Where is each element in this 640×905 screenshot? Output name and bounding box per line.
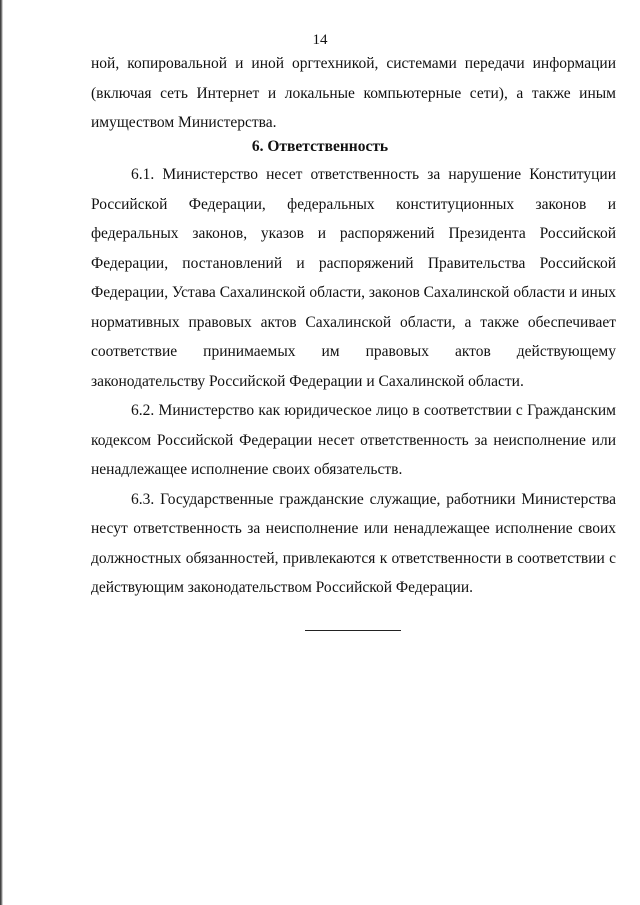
section-heading: 6. Ответственность [251, 138, 389, 155]
section-body [91, 160, 616, 603]
continuation-text: ной, копировальной и иной оргтехникой, системами передачи информации (включая сеть Интернет и локальные компьютерные сети), а также иным имуществом Министерства. [91, 55, 616, 131]
page-number: 14 [312, 32, 328, 48]
paragraph-6-2: 6.2. Министерство как юридическое лицо в соответствии с Гражданским кодексом Российской Федерации несет ответственность за неисполнение или ненадлежащее исполнение своих обязательств. [91, 402, 616, 478]
end-divider-line [305, 630, 401, 631]
paragraph-6-1: 6.1. Министерство несет ответственность за нарушение Конституции Российской Федерации, федеральных конституционных законов и федеральных законов, указов и распоряжений Президента Российской Федерации, постановлений и распоряжений Правительства Российской Федерации, Устава Сахалинской области, законов Сахалинской области и иных нормативных правовых актов Сахалинской области, а также обеспечивает соответствие принимаемых им правовых актов действующему законодательству Российской Федерации и Сахалинской области. [91, 166, 616, 390]
continuation-paragraph [91, 49, 616, 138]
paragraph-6-3: 6.3. Государственные гражданские служащие, работники Министерства несут ответственность за неисполнение или ненадлежащее исполнение своих должностных обязанностей, привлекаются к ответственности в соответствии с действующим законодательством Российской Федерации. [91, 490, 616, 596]
